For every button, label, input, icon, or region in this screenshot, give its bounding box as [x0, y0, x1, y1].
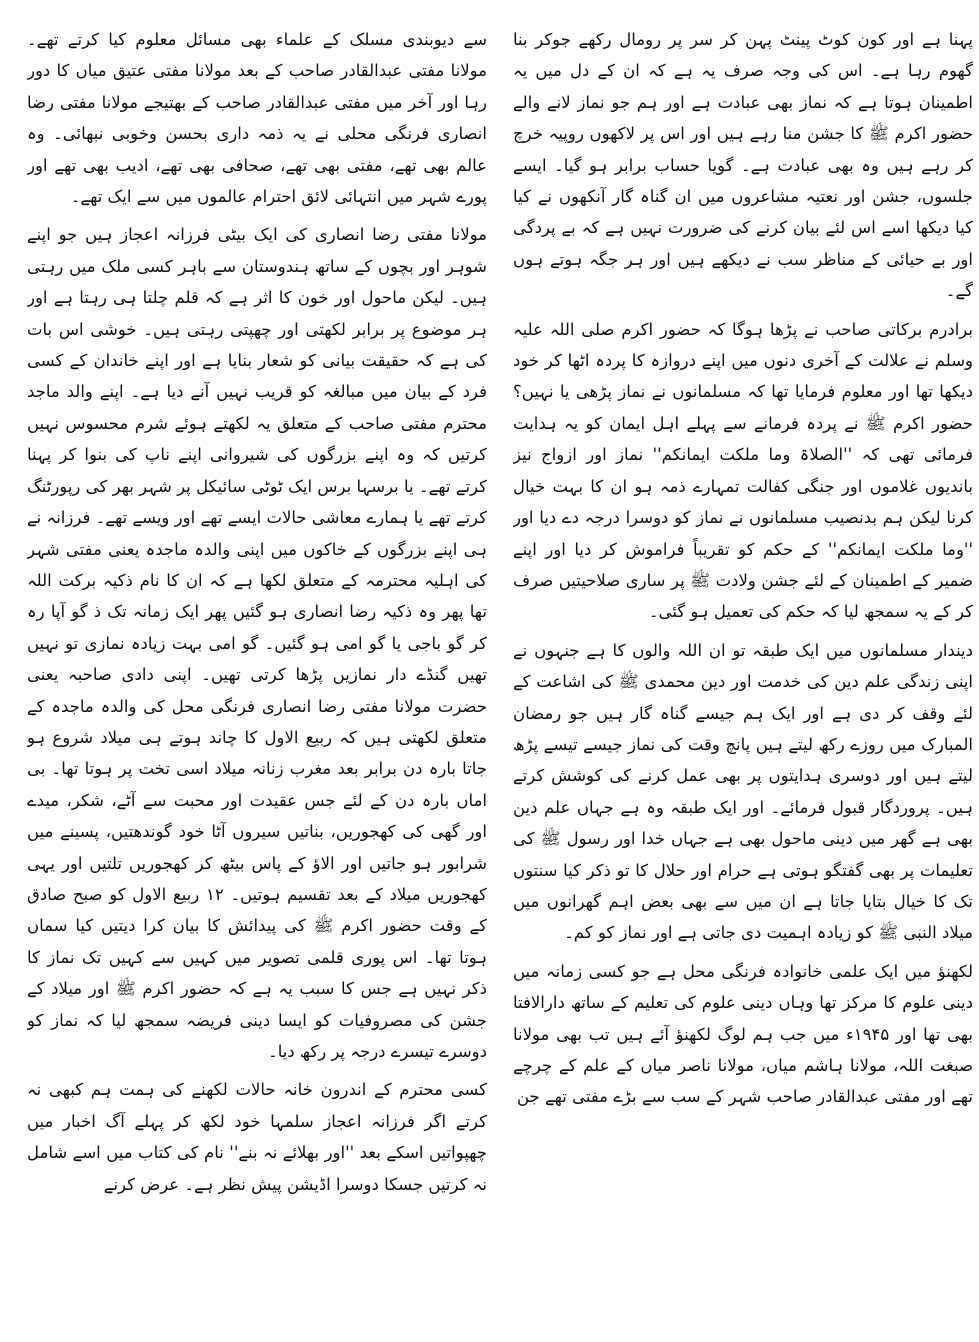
paragraph: پہنا ہے اور کون کوٹ پینٹ پہن کر سر پر رومال رکھے جوکر بنا گھوم رہا ہے۔ اس کی وجہ صرف یہ ہے کہ ان کے دل میں یہ اطمینان ہوتا ہے کہ نماز بھی عبادت ہے اور ہم جو نماز لانے والے حضور اکرم ﷺ کا جشن منا رہے ہیں اور اس پر لاکھوں روپیہ خرچ کر رہے ہیں وہ بھی عبادت ہے۔ گویا حساب برابر ہو گیا۔ ایسے جلسوں، جشن اور نعتیہ مشاعروں میں ان گناہ گار آنکھوں نے کیا کیا دیکھا اسے اس لئے بیان کرنے کی ضرورت نہیں ہے کہ بے پردگی اور بے حیائی کے مناظر سب نے دیکھے ہیں اور ہر جگہ ہوتے ہوں گے۔ — [513, 30, 973, 301]
left-column — [27, 24, 487, 1342]
paragraph: سے دیوبندی مسلک کے علماء بھی مسائل معلوم کیا کرتے تھے۔ مولانا مفتی عبدالقادر صاحب کے بعد مولانا مفتی عتیق میاں کا دور رہا اور آخر میں مفتی عبدالقادر صاحب کے بھتیجے مولانا مفتی رضا انصاری فرنگی محلی نے یہ ذمہ داری بحسن وخوبی نبھائی۔ وہ عالم بھی تھے، مفتی بھی تھے، صحافی بھی تھے، ادیب بھی تھے اور پورے شہر میں انتہائی لائق احترام عالموں میں سے ایک تھے۔ — [27, 30, 487, 207]
paragraph: کسی محترم کے اندرون خانہ حالات لکھنے کی ہمت ہم کبھی نہ کرتے اگر فرزانہ اعجاز سلمہا خود لکھ کر پہلے آگ اخبار میں چھپواتیں اسکے بعد ''اور بھلائے نہ بنے'' نام کی کتاب میں اسے شامل نہ کرتیں جسکا دوسرا اڈیشن پیش نظر ہے۔ عرض کرنے — [27, 1080, 487, 1194]
paragraph: مولانا مفتی رضا انصاری کی ایک بیٹی فرزانہ اعجاز ہیں جو اپنے شوہر اور بچوں کے ساتھ ہندوستان سے باہر کسی ملک میں رہتی ہیں۔ لیکن ماحول اور خون کا اثر ہے کہ قلم چلتا ہی رہتا ہے اور ہر موضوع پر برابر لکھتی اور چھپتی رہتی ہیں۔ خوشی اس بات کی ہے کہ حقیقت بیانی کو شعار بنایا ہے اور اپنے خاندان کے کسی فرد کے بیان میں مبالغہ کو قریب نہیں آنے دیا ہے۔ اپنے والد ماجد محترم مفتی صاحب کے متعلق یہ لکھتے ہوئے شرم محسوس نہیں کرتیں کہ وہ اپنے بزرگوں کی شیروانی اپنے ناپ کی بنوا کر پہنا کرتے تھے۔ یا برسہا برس ایک ٹوٹی سائیکل پر شہر بھر کی رپورٹنگ کرتے تھے یا ہمارے معاشی حالات ایسے تھے اور ویسے تھے۔ فرزانہ نے ہی اپنے بزرگوں کے خاکوں میں اپنی والدہ ماجدہ یعنی مفتی شہر کی اہلیہ محترمہ کے متعلق لکھا ہے کہ ان کا نام ذکیہ برکت اللہ تھا پھر وہ ذکیہ رضا انصاری ہو گئیں پھر ایک زمانہ تک ذ گو آپا رہ کر گو باجی یا گو امی ہو گئیں۔ گو امی بہت زیادہ نمازی تو نہیں تھیں گنڈے دار نمازیں پڑھا کرتی تھیں۔ اپنی دادی صاحبہ یعنی حضرت مولانا مفتی رضا انصاری فرنگی محل کی والدہ ماجدہ کے متعلق لکھتی ہیں کہ ربیع الاول کا چاند ہوتے ہی میلاد شروع ہو جاتا بارہ دن برابر بعد مغرب زنانہ میلاد اسی تخت پر ہوتا تھا۔ بی اماں بارہ دن کے لئے جس عقیدت اور محبت سے آٹے، شکر، میدے اور گھی کی کھجوریں، بناتیں سیروں آٹا خود گوندھتیں، پسینے میں شرابور ہو جاتیں اور الاؤ کے پاس بیٹھ کر کھجوریں تلتیں اور یہی کھجوریں میلاد کے بعد تقسیم ہوتیں۔ ۱۲ ربیع الاول کو صبح صادق کے وقت حضور اکرم ﷺ کی پیدائش کا بیان کرا دیتیں کیا سماں ہوتا تھا۔ اس پوری قلمی تصویر میں کہیں سے کہیں تک نماز کا ذکر نہیں ہے جس کا سبب یہ ہے کہ حضور اکرم ﷺ اور میلاد کے جشن کی مصروفیات کو ایسا دینی فریضہ سمجھ لیا کہ نماز کو دوسرے تیسرے درجہ پر رکھ دیا۔ — [27, 225, 487, 1061]
paragraph: برادرم برکاتی صاحب نے پڑھا ہوگا کہ حضور اکرم صلی اللہ علیہ وسلم نے علالت کے آخری دنوں میں اپنے دروازہ کا پردہ اٹھا کر خود دیکھا تھا اور معلوم فرمایا تھا کہ مسلمانوں نے نماز پڑھی یا نہیں؟ حضور اکرم ﷺ نے پردہ فرمانے سے پہلے اہل ایمان کو یہ ہدایت فرمائی تھی کہ ''الصلاۃ وما ملکت ایمانکم'' نماز اور ازواج نیز باندیوں غلاموں اور جنگی کفالت تمہارے ذمہ ہو ان کا بہت خیال کرنا لیکن ہم بدنصیب مسلمانوں نے نماز کو دوسرا درجہ دے دیا اور ''وما ملکت ایمانکم'' کے حکم کو تقریباً فراموش کر دیا اور اپنے ضمیر کے اطمینان کے لئے جشن ولادت ﷺ پر ساری صلاحیتیں صرف کر کے یہ سمجھ لیا کہ حکم کی تعمیل ہو گئی۔ — [513, 319, 973, 622]
right-column — [513, 24, 973, 1342]
paragraph: دیندار مسلمانوں میں ایک طبقہ تو ان اللہ والوں کا ہے جنہوں نے اپنی زندگی علم دین کی خدمت اور دین محمدی ﷺ کی اشاعت کے لئے وقف کر دی ہے اور ایک ہم جیسے گناہ گار ہیں جو رمضان المبارک میں روزے رکھ لیتے ہیں پانچ وقت کی نماز جیسے تیسے پڑھ لیتے ہیں اور دوسری ہدایتوں پر بھی عمل کرنے کی کوشش کرتے ہیں۔ پروردگار قبول فرمائے۔ اور ایک طبقہ وہ ہے جہاں علم دین بھی ہے گھر میں دینی ماحول بھی ہے جہاں خدا اور رسول ﷺ کی تعلیمات پر بھی گفتگو ہوتی ہے حرام اور حلال کا تو ذکر کیا سنتوں تک کا خیال بتایا جاتا ہے ان میں سے بھی بعض اہم گھرانوں میں میلاد النبی ﷺ کو زیادہ اہمیت دی جاتی ہے اور نماز کو کم۔ — [513, 640, 973, 943]
paragraph: لکھنؤ میں ایک علمی خانوادہ فرنگی محل ہے جو کسی زمانہ میں دینی علوم کا مرکز تھا وہاں دینی علوم کی تعلیم کے ساتھ دارالافتا بھی تھا اور ۱۹۴۵ء میں جب ہم لوگ لکھنؤ آئے ہیں تب بھی مولانا صبغت اللہ، مولانا ہاشم میاں، مولانا ناصر میاں کے علم کے چرچے تھے اور مفتی عبدالقادر صاحب شہر کے سب سے بڑے مفتی تھے جن — [513, 961, 973, 1107]
